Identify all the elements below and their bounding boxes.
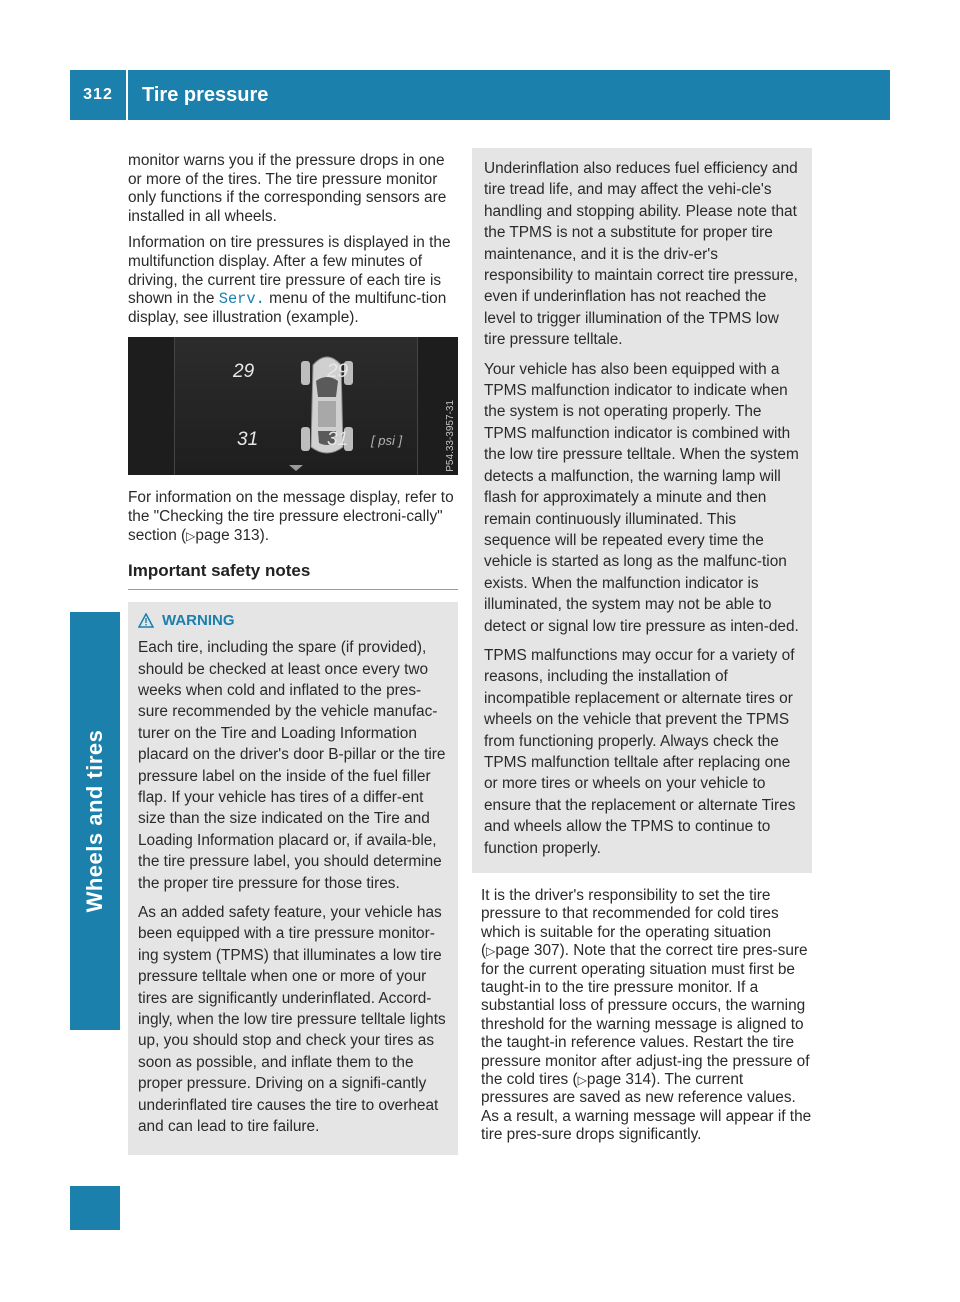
serv-menu-label: Serv. bbox=[218, 290, 265, 309]
message-display-paragraph bbox=[128, 489, 458, 545]
front-left-pressure: 29 bbox=[233, 361, 255, 383]
responsibility-paragraph bbox=[481, 887, 812, 1145]
arrow-down-icon bbox=[289, 465, 303, 473]
tire-pressure-display-figure bbox=[128, 337, 458, 475]
page-number: 312 bbox=[83, 86, 113, 103]
resp-text-a: It is the driver's responsibility to set the tire pressure to that recommended for cold tires which is suitable for the operating situation ( bbox=[481, 887, 779, 960]
rear-left-pressure: 31 bbox=[237, 429, 259, 451]
warning-label: WARNING bbox=[162, 612, 235, 630]
page-title: Tire pressure bbox=[142, 83, 269, 106]
message-text-a: For information on the message display, refer to the "Checking the tire pressure electroni-cally" section ( bbox=[128, 489, 454, 544]
pressure-unit: [ psi ] bbox=[371, 433, 403, 449]
header-divider bbox=[126, 70, 128, 120]
display-text-a: Information on tire pressures is displayed in the multifunction display. After a few minutes of driving, the current tire pressure of each tire is shown in the bbox=[128, 234, 451, 308]
display-text-b: menu of the multifunc-tion display, see illustration (example). bbox=[128, 290, 447, 326]
rear-right-pressure: 31 bbox=[327, 429, 349, 451]
intro-paragraph: monitor warns you if the pressure drops in one or more of the tires. The tire pressure monitor only functions if the corresponding sensors are installed in all wheels. bbox=[128, 152, 447, 225]
display-panel bbox=[174, 337, 418, 475]
front-right-pressure: 29 bbox=[327, 361, 349, 383]
figure-code: P54.33-3957-31 bbox=[445, 399, 456, 472]
warning-continued-box bbox=[472, 148, 812, 873]
display-paragraph bbox=[128, 234, 458, 327]
message-text-b: page 313). bbox=[195, 526, 270, 544]
resp-text-b: page 307). Note that the correct tire pres-sure for the current operating situation must first be taught-in to the tire pressure monitor. If a substantial loss of pressure occurs, the warning threshold for the warning message is aligned to the taught-in reference values. Restart the tire pressure monitor after adjust-ing the pressure of the cold tires ( bbox=[481, 942, 810, 1089]
chapter-side-tab bbox=[70, 612, 120, 1030]
page-header bbox=[70, 70, 890, 120]
responsibility-section bbox=[472, 887, 812, 1145]
page-ref-arrow-icon: ▷ bbox=[186, 528, 196, 543]
malfunction-causes-paragraph: TPMS malfunctions may occur for a variety of reasons, including the installation of incompatible replacement or alternate tires or wheels on the vehicle that prevent the TPMS from functioning properly. Always check the TPMS malfunction telltale after replacing one or more tires or wheels on your vehicle to ensure that the replacement or alternate Tires and wheels allow the TPMS to continue to function properly. bbox=[484, 646, 796, 857]
warning-triangle-icon bbox=[138, 613, 154, 628]
page-ref-arrow-icon: ▷ bbox=[577, 1073, 587, 1088]
chapter-label: Wheels and tires bbox=[82, 729, 107, 913]
warning-box bbox=[128, 602, 458, 1155]
warning-paragraph-2: As an added safety feature, your vehicle has been equipped with a tire pressure monitor-ing system (TPMS) that illuminates a low tire pressure telltale when one or more of your tires are significantly underinflated. Accord-ingly, when the low tire pressure telltale lights up, you should stop and check your tires as soon as possible, and inflate them to the proper pressure. Driving on a signifi-cantly underinflated tire causes the tire to overheat and can lead to tire failure. bbox=[138, 904, 446, 1136]
warning-header bbox=[138, 612, 448, 629]
page-ref-arrow-icon: ▷ bbox=[486, 944, 496, 959]
section-heading: Important safety notes bbox=[128, 561, 458, 590]
warning-paragraph-1: Each tire, including the spare (if provided), should be checked at least once every two weeks when cold and inflated to the pres-sure recommended by the vehicle manufac-turer on the Tire and Loading Information placard on the driver's door B-pillar or the tire pressure label on the inside of the fuel filler flap. If your vehicle has tires of a differ-ent size than the size indicated on the Tire and Loading Information placard or, if availa-ble, the tire pressure label, you should determine the proper tire pressure for those tires. bbox=[138, 639, 446, 892]
left-column bbox=[128, 152, 458, 1155]
malfunction-indicator-paragraph: Your vehicle has also been equipped with a TPMS malfunction indicator to indicate when the system is not operating properly. The TPMS malfunction indicator is combined with the low tire pressure telltale. When the system detects a malfunction, the warning lamp will flash for approximately a minute and then remain continuously illuminated. This sequence will be repeated every time the vehicle is started as long as the malfunc-tion exists. When the malfunction indicator is illuminated, the system may not be able to detect or signal low tire pressure as inten-ded. bbox=[484, 360, 799, 635]
side-marker bbox=[70, 1186, 120, 1230]
right-column bbox=[472, 148, 812, 1153]
resp-text-c: page 314). The current pressures are saved as new reference values. As a result, a warning message will appear if the tire pres-sure drops significantly. bbox=[481, 1071, 812, 1144]
underinflation-paragraph: Underinflation also reduces fuel efficiency and tire tread life, and may affect the vehi-cle's handling and stopping ability. Please note that the TPMS is not a substitute for proper tire maintenance, and it is the driv-er's responsibility to maintain correct tire pressure, even if underinflation has not reached the level to trigger illumination of the TPMS low tire pressure telltale. bbox=[484, 160, 798, 349]
